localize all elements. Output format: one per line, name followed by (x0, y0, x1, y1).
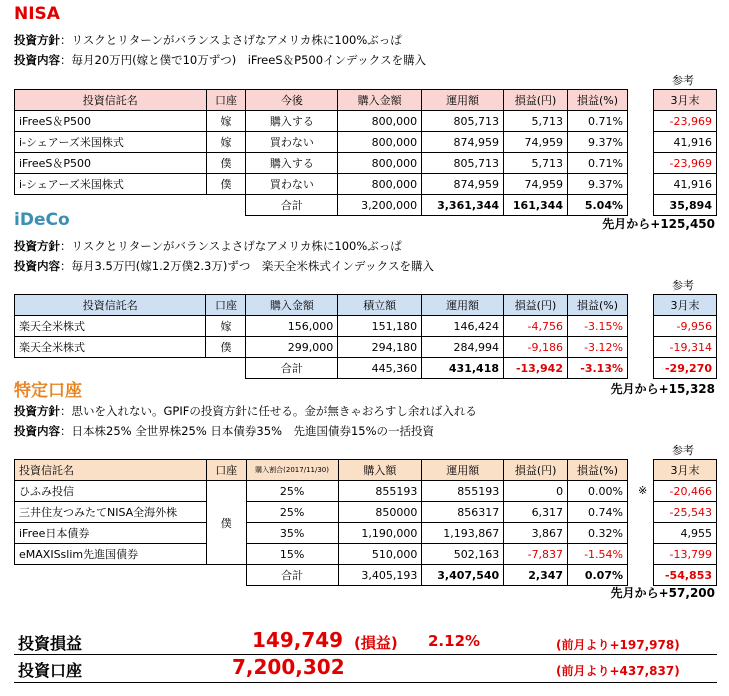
purchase: 855193 (338, 481, 422, 502)
table-row (15, 174, 628, 195)
total-pl: 161,344 (504, 195, 568, 216)
march-value: -23,969 (654, 153, 717, 174)
march-value: 41,916 (654, 132, 717, 153)
march-total: 35,894 (654, 195, 717, 216)
table-row (15, 111, 628, 132)
ideco-march-table (653, 294, 717, 379)
summary-pl-tag: (損益) (354, 634, 398, 652)
purchase: 1,190,000 (338, 523, 422, 544)
plan: 購入する (246, 111, 338, 132)
col-header: 3月末 (654, 460, 717, 481)
col-header: 口座 (206, 90, 246, 111)
col-header: 損益(%) (568, 90, 628, 111)
purchase: 800,000 (338, 153, 422, 174)
value: 856317 (422, 502, 504, 523)
tokutei-march-table (653, 459, 717, 586)
march-value: -19,314 (654, 337, 717, 358)
account: 僕 (206, 174, 246, 195)
plan: 購入する (246, 153, 338, 174)
account: 僕 (206, 481, 246, 565)
total-row (15, 358, 628, 379)
pct: 0.74% (568, 502, 628, 523)
summary-pl-label: 投資損益 (18, 634, 83, 653)
pl: 5,713 (504, 111, 568, 132)
total-label: 合計 (246, 565, 338, 586)
account: 嫁 (206, 111, 246, 132)
table-header-row (15, 295, 628, 316)
plan: 買わない (246, 132, 338, 153)
purchase: 800,000 (338, 111, 422, 132)
pct: -1.54% (568, 544, 628, 565)
note-mark: ※ (638, 484, 648, 497)
value: 805,713 (422, 111, 504, 132)
purchase: 850000 (338, 502, 422, 523)
summary-divider (14, 682, 717, 683)
ratio: 35% (246, 523, 338, 544)
account: 嫁 (206, 316, 246, 337)
tokutei-table (14, 459, 628, 586)
tokutei-delta: 先月から+57,200 (610, 586, 715, 600)
pl: 3,867 (504, 523, 568, 544)
total-value: 431,418 (422, 358, 504, 379)
tokutei-content: 投資内容：日本株25% 全世界株25% 日本債券35% 先進国債券15%の一括投資 (14, 424, 435, 438)
total-pct: 0.07% (568, 565, 628, 586)
col-header: 3月末 (654, 90, 717, 111)
summary-pl-pct: 2.12% (428, 632, 481, 650)
fund-name: 楽天全米株式 (15, 337, 206, 358)
ideco-ref-label: 参考 (672, 279, 694, 292)
value: 284,994 (422, 337, 504, 358)
value: 502,163 (422, 544, 504, 565)
total-value: 3,361,344 (422, 195, 504, 216)
march-value: -25,543 (654, 502, 717, 523)
nisa-table (14, 89, 628, 216)
pl: -4,756 (504, 316, 568, 337)
col-header: 投資信託名 (15, 295, 206, 316)
pl: 0 (504, 481, 568, 502)
purchase: 800,000 (338, 174, 422, 195)
table-row (15, 337, 628, 358)
pct: 0.00% (568, 481, 628, 502)
table-header-row (15, 90, 628, 111)
col-header: 損益(%) (567, 295, 627, 316)
fund-name: ひふみ投信 (15, 481, 207, 502)
col-header: 購入金額 (338, 90, 422, 111)
total-row (15, 565, 628, 586)
tokutei-ref-label: 参考 (672, 444, 694, 457)
ideco-table (14, 294, 628, 379)
ideco-title: iDeCo (14, 210, 70, 230)
table-row (15, 523, 628, 544)
pl: -7,837 (504, 544, 568, 565)
total-pl: 2,347 (504, 565, 568, 586)
fund-name: i-シェアーズ米国株式 (15, 174, 207, 195)
nisa-ref-label: 参考 (672, 74, 694, 87)
pct: 9.37% (568, 174, 628, 195)
summary-pl-delta: (前月より+197,978) (556, 638, 680, 652)
march-value: -9,956 (654, 316, 717, 337)
table-row (15, 544, 628, 565)
nisa-title: NISA (14, 4, 60, 24)
pl: 74,959 (504, 132, 568, 153)
nisa-content: 投資内容：毎月20万円(嫁と僕で10万ずつ) iFreeS＆P500インデックスを購入 (14, 53, 427, 67)
col-header: 購入額 (338, 460, 422, 481)
total-value: 3,407,540 (422, 565, 504, 586)
nisa-march-table (653, 89, 717, 216)
march-total: -29,270 (654, 358, 717, 379)
accum: 151,180 (338, 316, 422, 337)
value: 805,713 (422, 153, 504, 174)
march-value: -20,466 (654, 481, 717, 502)
fund-name: 三井住友つみたてNISA全海外株 (15, 502, 207, 523)
table-row (15, 153, 628, 174)
value: 146,424 (422, 316, 504, 337)
summary-account-value: 7,200,302 (232, 655, 345, 679)
col-header: 運用額 (422, 460, 504, 481)
col-header: 損益(円) (504, 460, 568, 481)
nisa-delta: 先月から+125,450 (602, 217, 715, 231)
fund-name: 楽天全米株式 (15, 316, 206, 337)
pct: 0.32% (568, 523, 628, 544)
nisa-policy: 投資方針：リスクとリターンがバランスよさげなアメリカ株に100%ぶっぱ (14, 33, 402, 47)
col-header: 口座 (206, 460, 246, 481)
total-label: 合計 (246, 358, 338, 379)
pct: -3.15% (567, 316, 627, 337)
col-header: 今後 (246, 90, 338, 111)
col-header: 運用額 (422, 295, 504, 316)
plan: 買わない (246, 174, 338, 195)
col-header: 損益(%) (568, 460, 628, 481)
march-total: -54,853 (654, 565, 717, 586)
value: 1,193,867 (422, 523, 504, 544)
total-pl: -13,942 (504, 358, 568, 379)
fund-name: iFreeS＆P500 (15, 153, 207, 174)
col-header: 投資信託名 (15, 460, 207, 481)
total-pct: 5.04% (568, 195, 628, 216)
total-row (15, 195, 628, 216)
col-header: 損益(円) (504, 295, 568, 316)
table-row (15, 132, 628, 153)
table-row (15, 481, 628, 502)
total-accum: 445,360 (338, 358, 422, 379)
pct: 9.37% (568, 132, 628, 153)
total-purchase: 3,200,000 (338, 195, 422, 216)
pl: 6,317 (504, 502, 568, 523)
pct: 0.71% (568, 111, 628, 132)
fund-name: eMAXISslim先進国債券 (15, 544, 207, 565)
account: 僕 (206, 153, 246, 174)
total-purchase: 3,405,193 (338, 565, 422, 586)
purchase: 299,000 (246, 337, 338, 358)
ideco-delta: 先月から+15,328 (610, 382, 715, 396)
table-row (15, 502, 628, 523)
fund-name: i-シェアーズ米国株式 (15, 132, 207, 153)
col-header: 口座 (206, 295, 246, 316)
tokutei-policy: 投資方針：思いを入れない。GPIFの投資方針に任せる。金が無きゃおろすし余れば入れる (14, 404, 477, 418)
col-header: 3月末 (654, 295, 717, 316)
accum: 294,180 (338, 337, 422, 358)
col-header: 購入金額 (246, 295, 338, 316)
account: 僕 (206, 337, 246, 358)
purchase: 156,000 (246, 316, 338, 337)
col-header: 運用額 (422, 90, 504, 111)
value: 855193 (422, 481, 504, 502)
total-label: 合計 (246, 195, 338, 216)
pct: 0.71% (568, 153, 628, 174)
fund-name: iFreeS＆P500 (15, 111, 207, 132)
fund-name: iFree日本債券 (15, 523, 207, 544)
table-row (15, 316, 628, 337)
col-header: 損益(円) (504, 90, 568, 111)
purchase: 510,000 (338, 544, 422, 565)
col-header: 積立額 (338, 295, 422, 316)
summary-pl-value: 149,749 (252, 628, 344, 652)
ideco-content: 投資内容：毎月3.5万円(嫁1.2万僕2.3万)ずつ 楽天全米株式インデックスを購入 (14, 259, 434, 273)
march-value: 41,916 (654, 174, 717, 195)
summary-account-delta: (前月より+437,837) (556, 664, 680, 678)
account: 嫁 (206, 132, 246, 153)
ratio: 25% (246, 481, 338, 502)
total-pct: -3.13% (567, 358, 627, 379)
table-header-row (15, 460, 628, 481)
pct: -3.12% (567, 337, 627, 358)
summary-divider (14, 654, 717, 655)
march-value: 4,955 (654, 523, 717, 544)
purchase: 800,000 (338, 132, 422, 153)
march-value: -13,799 (654, 544, 717, 565)
col-header: 購入割合(2017/11/30) (246, 460, 338, 481)
ratio: 25% (246, 502, 338, 523)
value: 874,959 (422, 132, 504, 153)
pl: 5,713 (504, 153, 568, 174)
ideco-policy: 投資方針：リスクとリターンがバランスよさげなアメリカ株に100%ぶっぱ (14, 239, 402, 253)
value: 874,959 (422, 174, 504, 195)
col-header: 投資信託名 (15, 90, 207, 111)
pl: 74,959 (504, 174, 568, 195)
tokutei-title: 特定口座 (14, 381, 82, 401)
summary-account-label: 投資口座 (18, 661, 83, 680)
march-value: -23,969 (654, 111, 717, 132)
ratio: 15% (246, 544, 338, 565)
pl: -9,186 (504, 337, 568, 358)
